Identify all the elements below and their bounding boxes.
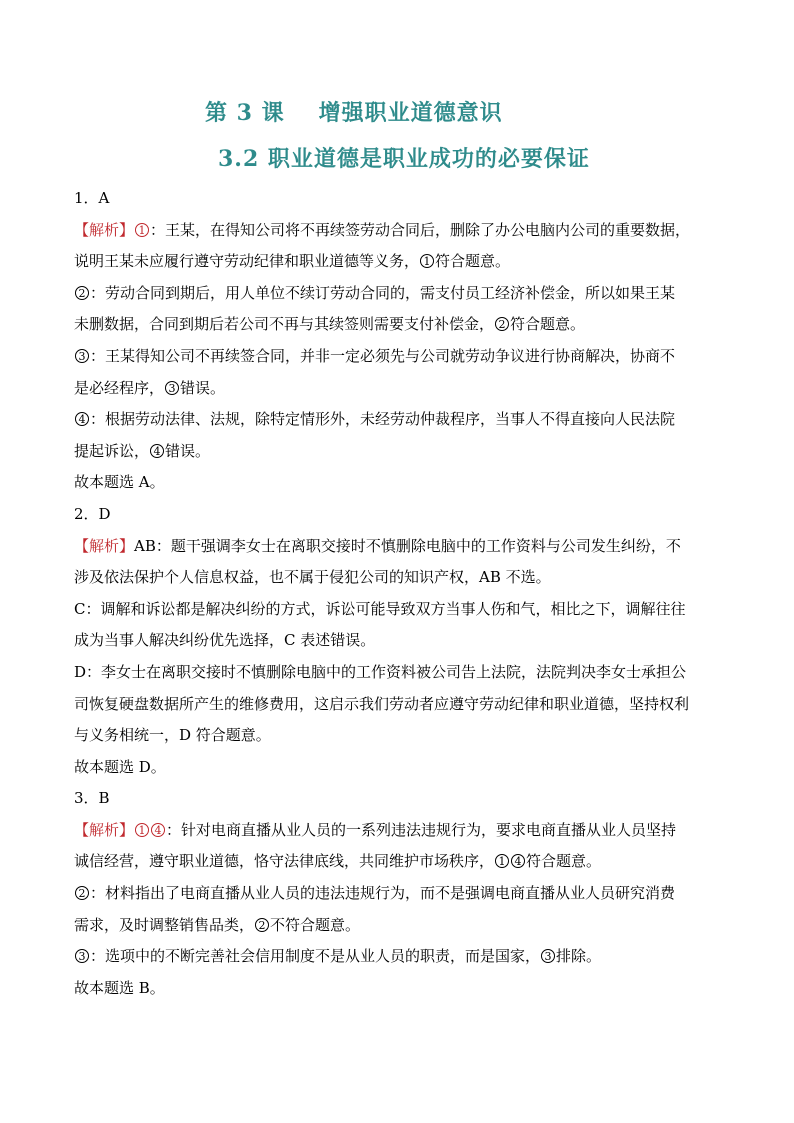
question-3-line-1 <box>74 815 726 847</box>
analysis-text: 错误。 <box>180 378 226 397</box>
circled-number: 1 <box>420 254 434 268</box>
lesson-number: 第 3 课 <box>205 100 285 126</box>
circled-number: 3 <box>541 949 555 963</box>
circled-number: 2 <box>75 286 89 300</box>
question-2-line-2 <box>74 562 726 594</box>
question-3-line-5 <box>74 941 726 973</box>
analysis-text: AB：题干强调李女士在离职交接时不慎删除电脑中的工作资料与公司发生纠纷，不 <box>134 536 681 555</box>
question-3-line-4 <box>74 910 726 942</box>
question-1-line-4 <box>74 309 726 341</box>
circled-number: 4 <box>151 823 165 837</box>
analysis-text: ：材料指出了电商直播从业人员的违法违规行为，而不是强调电商直播从业人员研究消费 <box>90 884 676 903</box>
lesson-title <box>205 96 503 127</box>
analysis-text: 诚信经营，遵守职业道德，恪守法律底线，共同维护市场秩序， <box>74 852 495 871</box>
analysis-text: ：王某得知公司不再续签合同，并非一定必须先与公司就劳动争议进行协商解决，协商不 <box>90 346 676 365</box>
question-1-line-8 <box>74 436 726 468</box>
section-title: 3.2 职业道德是职业成功的必要保证 <box>218 146 590 172</box>
circled-number: 1 <box>495 854 509 868</box>
question-3-number: 3．B <box>74 789 110 808</box>
analysis-text: 未删数据，合同到期后若公司不再与其续签则需要支付补偿金， <box>74 315 495 334</box>
question-2-line-1 <box>74 531 726 563</box>
question-3-line-3 <box>74 878 726 910</box>
circled-number: 4 <box>150 444 164 458</box>
circled-number: 4 <box>511 854 525 868</box>
question-1-conclusion: 故本题选 A。 <box>74 473 165 492</box>
question-2-conclusion: 故本题选 D。 <box>74 757 166 776</box>
analysis-text: ：针对电商直播从业人员的一系列违法违规行为，要求电商直播从业人员坚持 <box>166 820 677 839</box>
circled-number: 3 <box>165 381 179 395</box>
question-3-line-2 <box>74 846 726 878</box>
question-2-line-4 <box>74 625 726 657</box>
analysis-label: 【解析】 <box>74 536 135 555</box>
circled-number: 3 <box>75 949 89 963</box>
circled-number: 4 <box>75 412 89 426</box>
question-3-conclusion: 故本题选 B。 <box>74 978 165 997</box>
question-2-line-5: D：李女士在离职交接时不慎删除电脑中的工作资料被公司告上法院，法院判决李女士承担公 <box>74 662 687 681</box>
question-1-line-3 <box>74 278 726 310</box>
analysis-label: 【解析】 <box>74 220 135 239</box>
analysis-text: ：王某，在得知公司将不再续签劳动合同后，删除了办公电脑内公司的重要数据， <box>150 220 691 239</box>
question-2-line-6: 司恢复硬盘数据所产生的维修费用，这启示我们劳动者应遵守劳动纪律和职业道德，坚持权利 <box>74 694 690 713</box>
question-2-line-7 <box>74 720 726 752</box>
analysis-label: 【解析】 <box>74 820 135 839</box>
circled-number: 2 <box>75 886 89 900</box>
analysis-text: 涉及依法保护个人信息权益，也不属于侵犯公司的知识产权， <box>74 568 480 587</box>
analysis-text: 错误。 <box>165 441 211 460</box>
analysis-text: C 表述错误。 <box>284 631 376 650</box>
analysis-text: D 符合题意。 <box>179 726 271 745</box>
question-1-number: 1．A <box>74 189 110 207</box>
analysis-text: 需求，及时调整销售品类， <box>74 915 255 934</box>
analysis-text: 说明王某未应履行遵守劳动纪律和职业道德等义务， <box>74 252 420 271</box>
question-1-line-7 <box>74 404 726 436</box>
analysis-text: 符合题意。 <box>510 315 586 334</box>
analysis-text: 是必经程序， <box>74 378 165 397</box>
circled-number: 3 <box>75 349 89 363</box>
lesson-name: 增强职业道德意识 <box>318 100 503 126</box>
analysis-text: ：根据劳动法律、法规，除特定情形外，未经劳动仲裁程序，当事人不得直接向人民法院 <box>90 410 676 429</box>
circled-number: 1 <box>135 223 149 237</box>
circled-number: 2 <box>495 317 509 331</box>
analysis-text: ：选项中的不断完善社会信用制度不是从业人员的职责，而是国家， <box>90 947 541 966</box>
question-1-line-1 <box>74 215 726 247</box>
circled-number: 1 <box>135 823 149 837</box>
analysis-text: 与义务相统一， <box>74 726 180 745</box>
question-1-line-5 <box>74 341 726 373</box>
question-2-line-3: C：调解和诉讼都是解决纠纷的方式，诉讼可能导致双方当事人伤和气，相比之下，调解往往 <box>74 599 686 618</box>
analysis-text: 不符合题意。 <box>270 915 361 934</box>
analysis-text: 排除。 <box>556 947 602 966</box>
question-1-line-2 <box>74 246 726 278</box>
analysis-text: 符合题意。 <box>435 252 511 271</box>
circled-number: 2 <box>255 918 269 932</box>
analysis-text: 符合题意。 <box>526 852 602 871</box>
answer-content <box>74 183 726 1004</box>
analysis-text: ：劳动合同到期后，用人单位不续订劳动合同的，需支付员工经济补偿金，所以如果王某 <box>90 283 676 302</box>
analysis-text: 提起诉讼， <box>74 441 150 460</box>
question-1-line-6 <box>74 373 726 405</box>
analysis-text: 成为当事人解决纠纷优先选择， <box>74 631 285 650</box>
question-2-number: 2．D <box>74 504 111 523</box>
analysis-text: AB 不选。 <box>479 568 551 587</box>
